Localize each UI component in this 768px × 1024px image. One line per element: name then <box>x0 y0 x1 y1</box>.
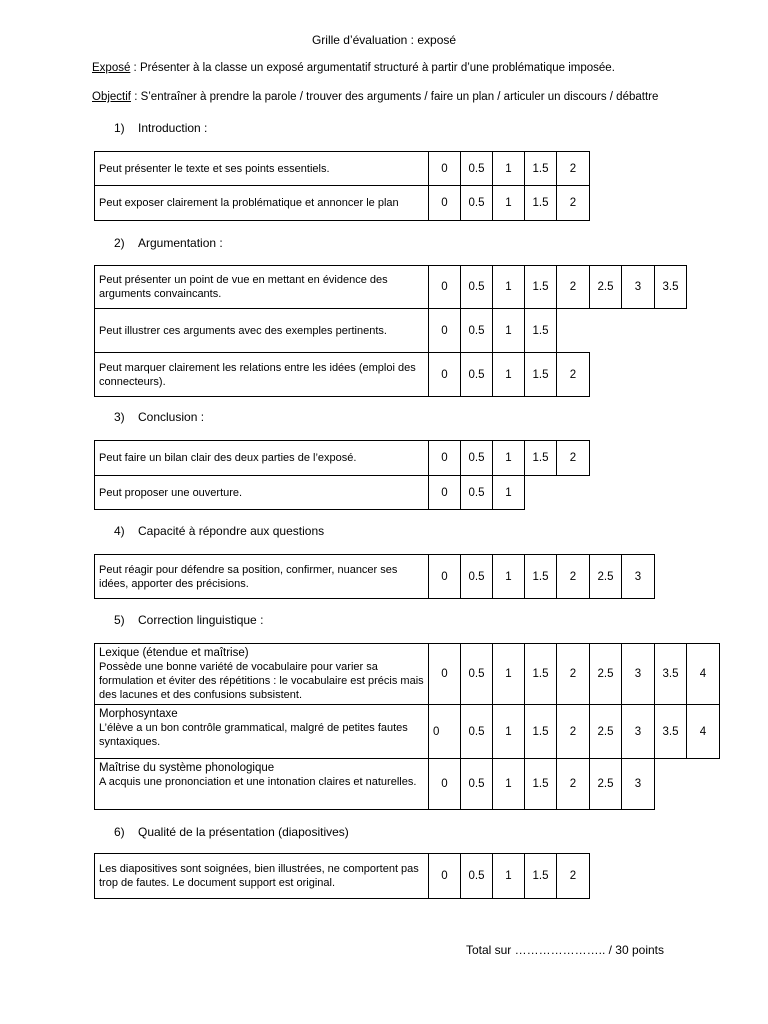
score-cell: 1.5 <box>524 151 557 186</box>
score-cell: 0 <box>428 440 461 476</box>
score-cell: 0 <box>428 643 461 705</box>
criterion-cell <box>94 554 429 599</box>
score-cell: 1 <box>492 758 525 810</box>
score-cell: 1 <box>492 440 525 476</box>
score-cell: 1 <box>492 475 525 510</box>
score-cell: 0 <box>428 704 461 759</box>
score-cell: 3 <box>621 265 655 309</box>
section-title: Conclusion : <box>138 410 205 424</box>
criterion-cell <box>94 704 429 759</box>
score-cell: 3 <box>621 758 655 810</box>
criterion-cell <box>94 758 429 810</box>
criterion-cell <box>94 475 429 510</box>
criterion-text: Peut faire un bilan clair des deux parties de l’exposé. <box>99 452 357 464</box>
score-cell: 1 <box>492 704 525 759</box>
score-cell: 3.5 <box>654 704 687 759</box>
criterion-cell <box>94 352 429 397</box>
section-heading <box>114 613 263 627</box>
score-cell: 0.5 <box>460 265 493 309</box>
section-number: 4) <box>114 524 125 538</box>
criterion-cell <box>94 643 429 705</box>
score-cell: 2 <box>556 758 590 810</box>
score-cell: 2.5 <box>589 704 622 759</box>
score-cell: 3.5 <box>654 265 687 309</box>
expose-label: Exposé <box>92 62 131 74</box>
score-cell: 1 <box>492 853 525 899</box>
score-cell: 0.5 <box>460 853 493 899</box>
score-cell: 0 <box>428 554 461 599</box>
expose-text: : Présenter à la classe un exposé argumentatif structuré à partir d’une problématique imposée. <box>130 62 615 74</box>
expose-line <box>92 62 615 74</box>
score-cell: 0.5 <box>460 440 493 476</box>
score-cell: 1.5 <box>524 185 557 221</box>
score-cell: 4 <box>686 643 720 705</box>
score-cell: 0.5 <box>460 185 493 221</box>
score-cell: 2 <box>556 185 590 221</box>
total-line: Total sur ………………….. / 30 points <box>465 943 664 957</box>
score-cell: 2 <box>556 440 590 476</box>
score-cell: 3 <box>621 704 655 759</box>
criterion-cell <box>94 308 429 353</box>
criterion-cell <box>94 185 429 221</box>
score-cell: 0 <box>428 265 461 309</box>
criterion-cell <box>94 151 429 186</box>
score-cell: 1 <box>492 554 525 599</box>
score-cell: 1.5 <box>524 643 557 705</box>
criterion-text: Peut proposer une ouverture. <box>99 486 243 499</box>
score-cell: 1.5 <box>524 265 557 309</box>
score-cell: 0 <box>428 475 461 510</box>
section-number: 3) <box>114 410 125 424</box>
section-heading <box>114 410 204 424</box>
score-cell: 2 <box>556 643 590 705</box>
score-cell: 1 <box>492 352 525 397</box>
score-cell: 2 <box>556 265 590 309</box>
score-cell: 4 <box>686 704 720 759</box>
page-title: Grille d’évaluation : exposé <box>311 33 457 47</box>
score-cell: 2 <box>556 352 590 397</box>
score-cell: 1.5 <box>524 308 557 353</box>
criterion-text: Peut illustrer ces arguments avec des exemples pertinents. <box>99 324 387 337</box>
score-cell: 0.5 <box>460 554 493 599</box>
score-cell: 1.5 <box>524 853 557 899</box>
score-cell: 1 <box>492 151 525 186</box>
score-cell: 2.5 <box>589 265 622 309</box>
score-cell: 2 <box>556 151 590 186</box>
criterion-text: Peut présenter le texte et ses points essentiels. <box>99 162 330 175</box>
criterion-text: Peut réagir pour défendre sa position, confirmer, nuancer ses idées, apporter des précisions. <box>99 563 398 590</box>
score-cell: 3.5 <box>654 643 687 705</box>
score-cell: 1.5 <box>524 440 557 476</box>
score-cell: 0 <box>428 151 461 186</box>
score-cell: 0.5 <box>460 352 493 397</box>
score-cell: 0 <box>428 853 461 899</box>
criterion-cell <box>94 265 429 309</box>
criterion-text: Peut exposer clairement la problématique et annoncer le plan <box>99 197 399 209</box>
section-number: 2) <box>114 236 125 250</box>
score-cell: 0 <box>428 758 461 810</box>
score-cell: 3 <box>621 554 655 599</box>
section-number: 6) <box>114 825 125 839</box>
criterion-text: A acquis une prononciation et une intonation claires et naturelles. <box>99 776 417 788</box>
score-cell: 0.5 <box>460 758 493 810</box>
score-cell: 0.5 <box>460 151 493 186</box>
score-cell: 0 <box>428 308 461 353</box>
score-cell: 0 <box>428 352 461 397</box>
score-cell: 2.5 <box>589 758 622 810</box>
criterion-text: Les diapositives sont soignées, bien illustrées, ne comportent pas trop de fautes. Le document support est original. <box>99 863 419 889</box>
section-number: 5) <box>114 613 125 627</box>
score-cell: 2.5 <box>589 643 622 705</box>
score-cell: 1.5 <box>524 758 557 810</box>
score-cell: 1.5 <box>524 352 557 397</box>
section-title: Introduction : <box>138 121 208 135</box>
criterion-cell <box>94 853 429 899</box>
section-heading <box>114 121 207 135</box>
score-cell: 1 <box>492 308 525 353</box>
score-cell: 0.5 <box>460 308 493 353</box>
criterion-text: Possède une bonne variété de vocabulaire pour varier sa formulation et éviter des répétitions : le vocabulaire est précis mais des lacunes et des confusions subsistent. <box>99 661 424 701</box>
section-number: 1) <box>114 121 125 135</box>
section-title: Argumentation : <box>138 236 223 250</box>
criterion-heading: Morphosyntaxe <box>99 708 178 720</box>
criterion-heading: Lexique (étendue et maîtrise) <box>99 647 249 659</box>
criterion-text: Peut présenter un point de vue en mettant en évidence des arguments convaincants. <box>99 274 388 300</box>
section-heading <box>114 825 349 839</box>
objectif-label: Objectif <box>92 91 131 103</box>
section-heading <box>114 524 324 538</box>
score-cell: 0.5 <box>460 643 493 705</box>
criterion-text: Peut marquer clairement les relations entre les idées (emploi des connecteurs). <box>99 361 416 388</box>
score-cell: 1.5 <box>524 704 557 759</box>
objectif-line <box>92 91 658 103</box>
score-cell: 2 <box>556 704 590 759</box>
score-cell: 3 <box>621 643 655 705</box>
criterion-cell <box>94 440 429 476</box>
section-title: Capacité à répondre aux questions <box>138 524 325 538</box>
score-cell: 2.5 <box>589 554 622 599</box>
criterion-text: L’élève a un bon contrôle grammatical, malgré de petites fautes syntaxiques. <box>99 722 408 748</box>
score-cell: 2 <box>556 554 590 599</box>
score-cell: 1 <box>492 643 525 705</box>
score-cell: 1 <box>492 185 525 221</box>
score-cell: 0.5 <box>460 475 493 510</box>
section-title: Qualité de la présentation (diapositives) <box>138 825 349 839</box>
section-title: Correction linguistique : <box>138 613 264 627</box>
section-heading <box>114 236 223 250</box>
score-cell: 2 <box>556 853 590 899</box>
criterion-heading: Maîtrise du système phonologique <box>99 762 275 774</box>
score-cell: 0.5 <box>460 704 493 759</box>
score-cell: 1 <box>492 265 525 309</box>
objectif-text: : S’entraîner à prendre la parole / trouver des arguments / faire un plan / articuler un discours / débattre <box>131 91 659 103</box>
score-cell: 1.5 <box>524 554 557 599</box>
score-cell: 0 <box>428 185 461 221</box>
